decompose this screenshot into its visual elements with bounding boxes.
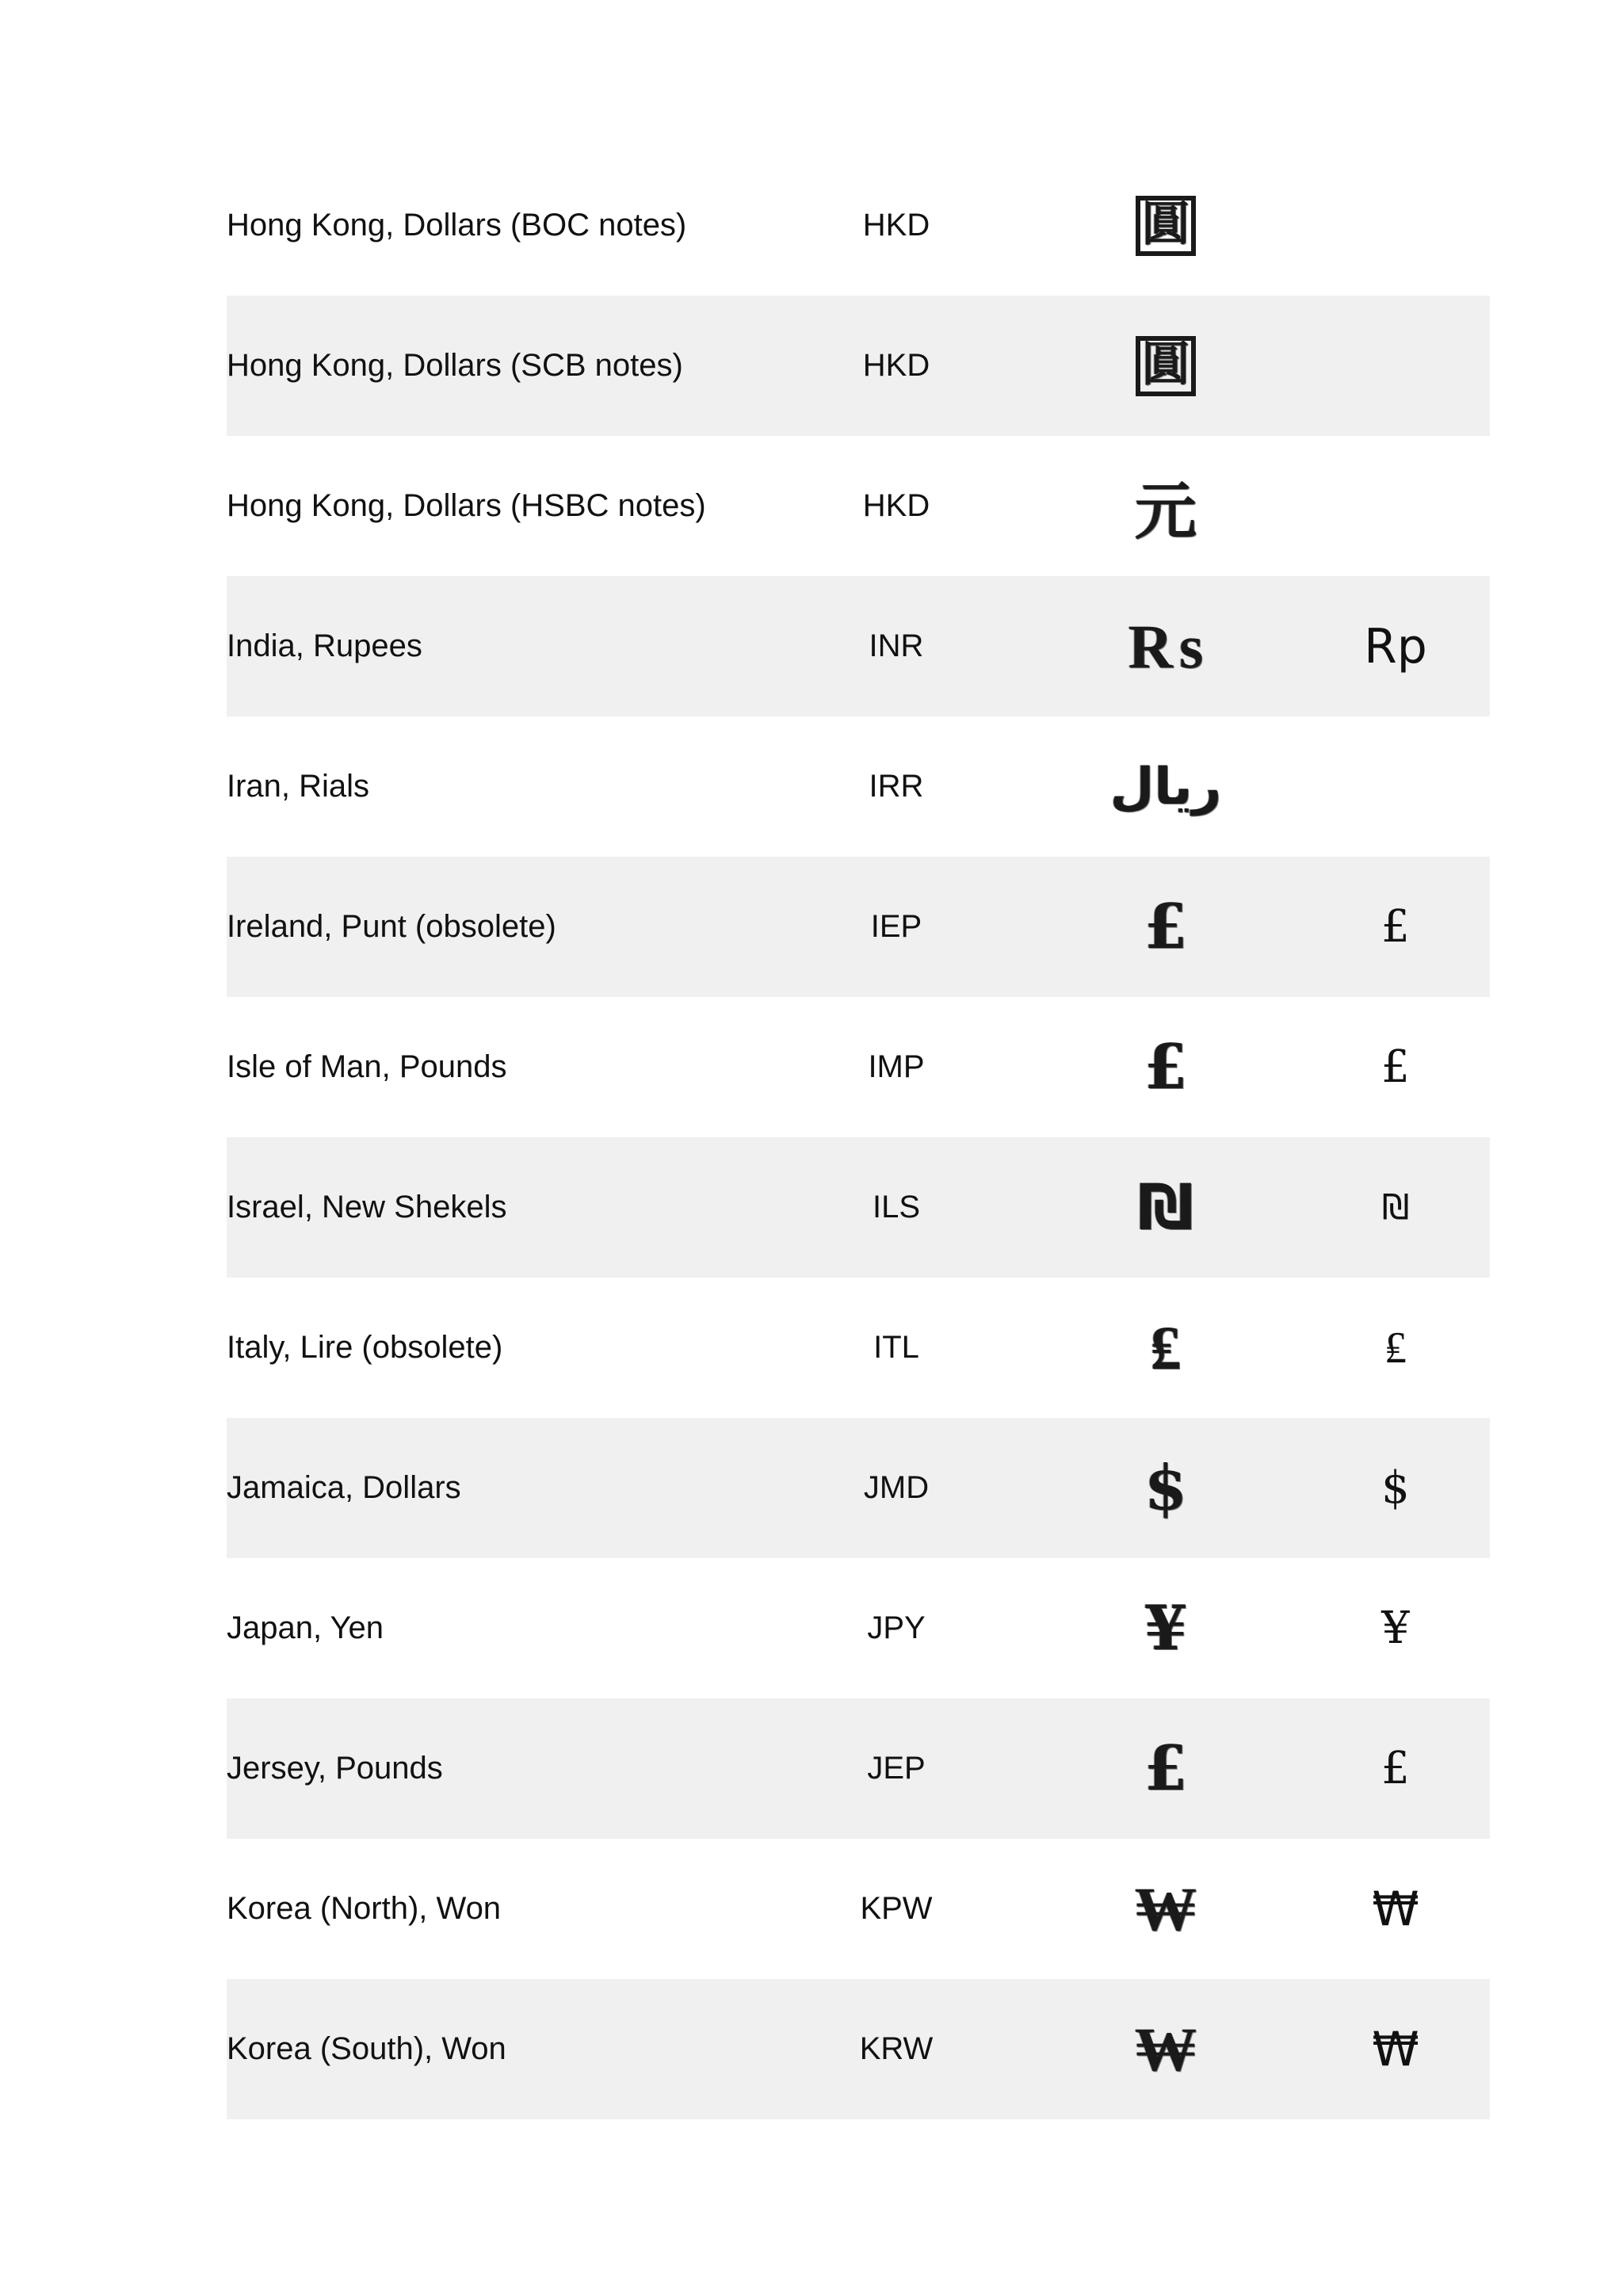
currency-symbol-image: ₨ [1128,610,1204,682]
currency-code: JPY [867,1610,926,1645]
currency-symbol-unicode: ₤ [1384,1322,1407,1373]
currency-code: HKD [862,488,930,523]
currency-symbol-image: 元 [1134,475,1197,548]
currency-symbol-image: ریال [1109,757,1222,816]
table-row [227,716,1490,857]
table-row [227,1839,1490,1979]
table-row [227,1698,1490,1839]
currency-symbol-unicode: ₪ [1381,1187,1410,1228]
table-row [227,1979,1490,2119]
currency-code: JEP [867,1751,926,1786]
currency-symbol-image: ₪ [1137,1171,1194,1244]
table-row [227,436,1490,576]
currency-code: IMP [868,1049,925,1084]
currency-name: Hong Kong, Dollars (BOC notes) [227,208,687,243]
currency-name: Israel, New Shekels [227,1190,507,1224]
currency-code: HKD [862,348,930,383]
currency-symbol-image: ₩ [1135,2013,1197,2085]
currency-symbol-unicode: $ [1381,1462,1410,1514]
currency-symbol-unicode: ¥ [1381,1603,1410,1654]
currency-name: India, Rupees [227,628,422,663]
currency-symbol-unicode: £ [1381,1743,1410,1794]
currency-name: Japan, Yen [227,1610,384,1645]
currency-name: Iran, Rials [227,769,370,804]
currency-name: Korea (North), Won [227,1891,502,1926]
currency-symbol-unicode: ₩ [1372,2021,1419,2077]
currency-symbol-image: ₤ [1150,1312,1182,1384]
currency-name: Italy, Lire (obsolete) [227,1330,503,1365]
currency-code: KRW [859,2031,934,2066]
currency-code: IRR [869,769,924,804]
currency-symbol-image: ¥ [1144,1592,1188,1664]
currency-symbol-unicode [1328,716,1463,857]
currency-symbol-image [1098,155,1233,296]
currency-symbol-unicode [1328,296,1463,436]
currency-name: Ireland, Punt (obsolete) [227,909,556,944]
currency-symbol-unicode: ₩ [1372,1881,1419,1937]
boxed-symbol: 圓 [1136,336,1196,396]
currency-symbol-image [1098,296,1233,436]
table-row [227,155,1490,296]
currency-symbol-table [227,155,1490,2119]
currency-name: Isle of Man, Pounds [227,1049,507,1084]
currency-code: INR [869,628,924,663]
currency-code: ITL [873,1330,919,1365]
currency-code: JMD [863,1470,930,1505]
currency-symbol-unicode: £ [1381,1041,1410,1093]
currency-code: IEP [870,909,922,944]
boxed-symbol: 圓 [1136,196,1196,256]
currency-name: Hong Kong, Dollars (SCB notes) [227,348,683,383]
currency-name: Jersey, Pounds [227,1751,443,1786]
currency-code: ILS [872,1190,921,1224]
table-row [227,576,1490,716]
currency-name: Hong Kong, Dollars (HSBC notes) [227,488,706,523]
currency-name: Korea (South), Won [227,2031,506,2066]
currency-name: Jamaica, Dollars [227,1470,461,1505]
table-row [227,1418,1490,1558]
currency-symbol-image: £ [1144,891,1188,963]
table-row [227,1137,1490,1278]
currency-symbol-image: £ [1144,1031,1188,1103]
table-row [227,997,1490,1137]
table-row [227,1558,1490,1698]
currency-code: HKD [862,208,930,243]
currency-symbol-unicode: Rp [1364,618,1427,674]
currency-symbol-unicode: £ [1381,901,1410,953]
currency-code: KPW [860,1891,933,1926]
currency-symbol-unicode [1328,436,1463,576]
currency-symbol-image: $ [1144,1452,1188,1524]
currency-symbol-image: ₩ [1135,1873,1197,1945]
table-row [227,1278,1490,1418]
table-row [227,857,1490,997]
currency-symbol-image: £ [1144,1733,1188,1805]
table-row [227,296,1490,436]
currency-symbol-unicode [1328,155,1463,296]
